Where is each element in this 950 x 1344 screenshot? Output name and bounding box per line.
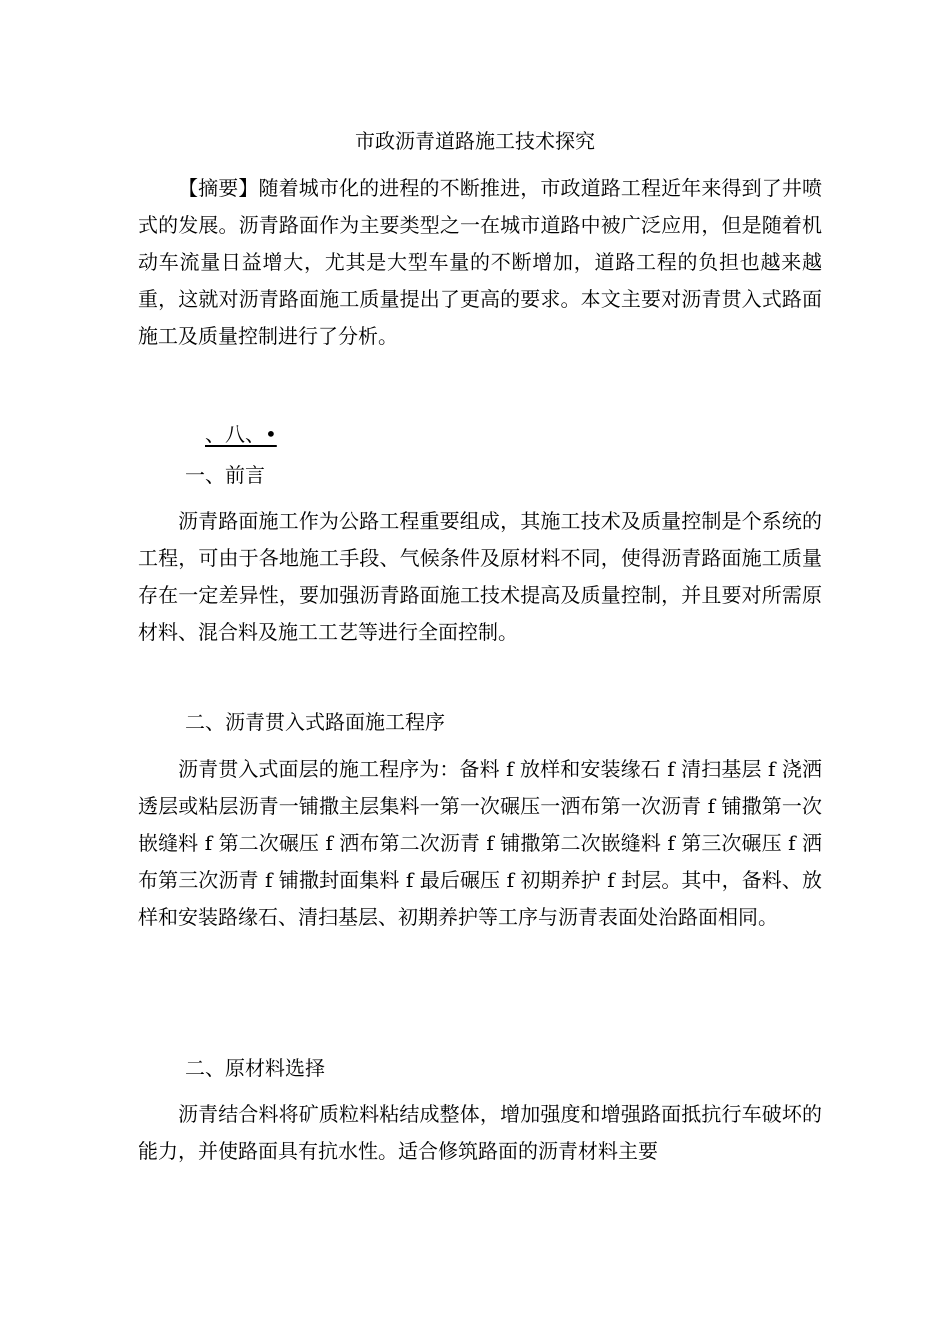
section-heading-procedure: 二、沥青贯入式路面施工程序 — [185, 710, 445, 734]
keywords-line: 、八、• — [205, 422, 277, 446]
section-heading-intro: 一、前言 — [185, 463, 265, 487]
section-heading-materials: 二、原材料选择 — [185, 1056, 325, 1080]
section-paragraph-procedure: 沥青贯入式面层的施工程序为：备料 f 放样和安装缘石 f 清扫基层 f 浇洒透层或粘层沥青一铺撒主层集料一第一次碾压一洒布第一次沥青 f 铺撒第一次嵌缝料 f 第二次碾压 f 洒布第二次沥青 f 铺撒第二次嵌缝料 f 第三次碾压 f 洒布第三次沥青 f 铺撒封面集料 f 最后碾压 f 初期养护 f 封层。其中，备料、放样和安装路缘石、清扫基层、初期养护等工序与沥青表面处治路面相同。 — [138, 757, 822, 929]
document-title: 市政沥青道路施工技术探究 — [355, 129, 595, 153]
abstract-paragraph: 【摘要】随着城市化的进程的不断推进，市政道路工程近年来得到了井喷式的发展。沥青路面作为主要类型之一在城市道路中被广泛应用，但是随着机动车流量日益增大，尤其是大型车量的不断增加，道路工程的负担也越来越重，这就对沥青路面施工质量提出了更高的要求。本文主要对沥青贯入式路面施工及质量控制进行了分析。 — [138, 176, 822, 348]
section-paragraph-intro: 沥青路面施工作为公路工程重要组成，其施工技术及质量控制是个系统的工程，可由于各地施工手段、气候条件及原材料不同，使得沥青路面施工质量存在一定差异性，要加强沥青路面施工技术提高及质量控制，并且要对所需原材料、混合料及施工工艺等进行全面控制。 — [138, 509, 822, 644]
section-paragraph-materials: 沥青结合料将矿质粒料粘结成整体，增加强度和增强路面抵抗行车破坏的能力，并使路面具有抗水性。适合修筑路面的沥青材料主要 — [138, 1102, 822, 1163]
